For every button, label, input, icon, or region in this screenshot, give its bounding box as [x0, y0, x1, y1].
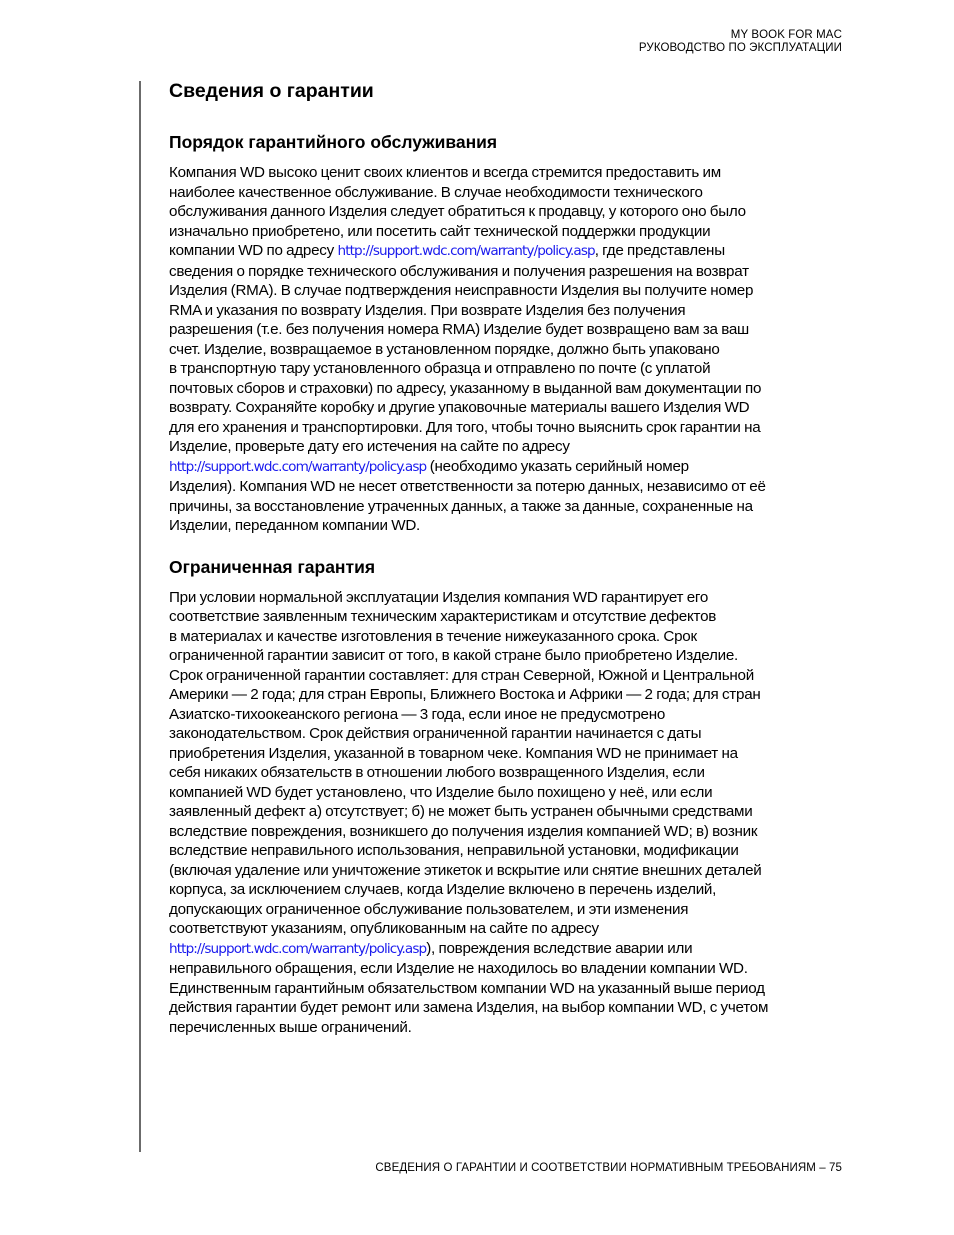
text-line: перечисленных выше ограничений.	[169, 1018, 412, 1036]
text-line: приобретения Изделия, указанной в товарном чеке. Компания WD не принимает на	[169, 744, 738, 762]
text-line: Изделия (RMA). В случае подтверждения неисправности Изделия вы получите номер	[169, 282, 754, 299]
section-body-limited-warranty	[169, 588, 849, 1038]
text-line: причины, за восстановление утраченных данных, а также за данные, сохраненные на	[169, 497, 753, 515]
text-line: законодательством. Срок действия ограниченной гарантии начинается с даты	[169, 725, 702, 742]
text-fragment: , где представлены	[594, 242, 725, 259]
side-bar-divider	[139, 81, 141, 1152]
running-header	[639, 29, 842, 55]
text-line: Азиатско-тихоокеанского региона — 3 года, если иное не предусмотрено	[169, 705, 666, 723]
text-line: счет. Изделие, возвращаемое в установленном порядке, должно быть упаковано	[169, 340, 720, 358]
text-line: заявленный дефект а) отсутствует; б) не может быть устранен обычными средствами	[169, 803, 753, 820]
section-heading-limited-warranty: Ограниченная гарантия	[169, 556, 376, 577]
text-line: ограниченной гарантии зависит от того, в какой стране было приобретено Изделие.	[169, 647, 739, 664]
section-heading-service: Порядок гарантийного обслуживания	[169, 132, 498, 152]
text-fragment: компании WD по адресу	[169, 242, 338, 259]
text-line: Америки — 2 года; для стран Европы, Ближнего Востока и Африки — 2 года; для стран	[169, 686, 761, 703]
text-line: сведения о порядке технического обслуживания и получения разрешения на возврат	[169, 262, 749, 280]
text-line: в материалах и качестве изготовления в течение нижеуказанного срока. Срок	[169, 627, 697, 645]
warranty-policy-link[interactable]: http://support.wdc.com/warranty/policy.asp	[337, 243, 595, 259]
text-line	[169, 457, 849, 478]
text-line: допускающих ограниченное обслуживание пользователем, и эти изменения	[169, 900, 689, 918]
text-line: вследствие повреждения, возникшего до получения изделия компанией WD; в) возник	[169, 822, 758, 840]
page-title: Сведения о гарантии	[169, 80, 374, 102]
text-line: для его хранения и транспортировки. Для того, чтобы точно выяснить срок гарантии на	[169, 418, 761, 436]
text-fragment: (необходимо указать серийный номер	[426, 457, 689, 475]
manual-name: РУКОВОДСТВО ПО ЭКСПЛУАТАЦИИ	[638, 42, 842, 54]
text-line: изначально приобретено, или посетить сайт технической поддержки продукции	[169, 222, 711, 240]
text-line: компанией WD будет установлено, что Изделие было похищено у неё, или если	[169, 783, 713, 801]
text-fragment: ), повреждения вследствие аварии или	[426, 939, 693, 957]
text-line: разрешения (т.е. без получения номера RMA) Изделие будет возвращено вам за ваш	[169, 321, 749, 338]
product-name: MY BOOK FOR MAC	[730, 29, 842, 41]
running-footer: СВЕДЕНИЯ О ГАРАНТИИ И СООТВЕТСТВИИ НОРМАТИВНЫМ ТРЕБОВАНИЯМ – 75	[375, 1162, 842, 1174]
text-line: Изделия). Компания WD не несет ответственности за потерю данных, независимо от её	[169, 478, 766, 495]
text-line: соответствуют указаниям, опубликованным на сайте по адресу	[169, 920, 599, 937]
text-line: соответствие заявленным техническим характеристикам и отсутствие дефектов	[169, 608, 717, 625]
section-body-service	[169, 163, 849, 536]
page-content	[169, 78, 849, 1037]
text-line: Изделии, переданном компании WD.	[169, 517, 421, 534]
text-line: (включая удаление или уничтожение этикеток и вскрытие или снятие внешних деталей	[169, 861, 762, 879]
text-line: вследствие неправильного использования, неправильной установки, модификации	[169, 842, 739, 859]
text-line: наиболее качественное обслуживание. В случае необходимости технического	[169, 183, 703, 201]
text-line: Компания WD высоко ценит своих клиентов и всегда стремится предоставить им	[169, 164, 721, 181]
text-line	[169, 939, 849, 960]
text-line: почтовых сборов и страховки) по адресу, указанному в выданной вам документации по	[169, 379, 762, 397]
text-line: RMA и указания по возврату Изделия. При возврате Изделия без получения	[169, 301, 686, 319]
text-line: неправильного обращения, если Изделие не находилось во владении компании WD.	[169, 960, 748, 977]
text-line: Изделие, проверьте дату его истечения на сайте по адресу	[169, 438, 570, 455]
text-line: в транспортную тару установленного образца и отправлено по почте (с уплатой	[169, 360, 711, 377]
text-line: Единственным гарантийным обязательством компании WD на указанный выше период	[169, 979, 765, 997]
text-line	[169, 241, 849, 262]
warranty-policy-link[interactable]: http://support.wdc.com/warranty/policy.asp	[169, 940, 427, 957]
text-line: обслуживания данного Изделия следует обратиться к продавцу, у которого оно было	[169, 203, 746, 220]
text-line: действия гарантии будет ремонт или замена Изделия, на выбор компании WD, с учетом	[169, 999, 769, 1016]
text-line: корпуса, за исключением случаев, когда Изделие включено в перечень изделий,	[169, 881, 717, 898]
text-line: себя никаких обязательств в отношении любого возвращенного Изделия, если	[169, 764, 705, 781]
warranty-policy-link[interactable]: http://support.wdc.com/warranty/policy.asp	[169, 458, 427, 475]
text-line: возврату. Сохраняйте коробку и другие упаковочные материалы вашего Изделия WD	[169, 399, 750, 416]
text-line: При условии нормальной эксплуатации Изделия компания WD гарантирует его	[169, 588, 709, 606]
text-line: Срок ограниченной гарантии составляет: для стран Северной, Южной и Центральной	[169, 666, 754, 684]
